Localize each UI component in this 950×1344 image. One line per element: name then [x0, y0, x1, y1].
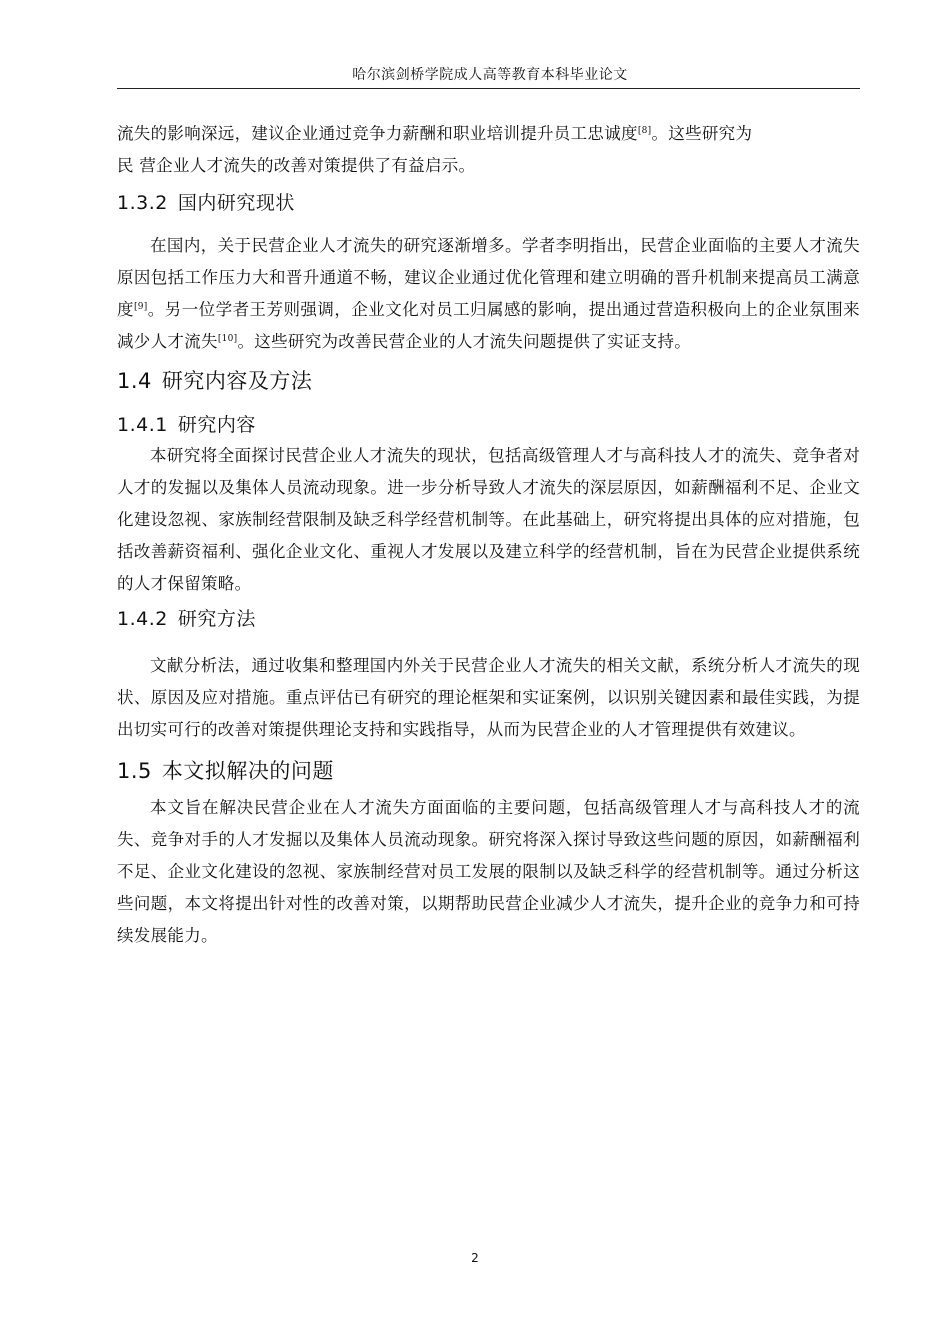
- section-title: 本文拟解决的问题: [161, 759, 334, 783]
- paragraph-research-content: 本研究将全面探讨民营企业人才流失的现状，包括高级管理人才与高科技人才的流失、竞争者对人才的发掘以及集体人员流动现象。进一步分析导致人才流失的深层原因，如薪酬福利不足、企业文化建设忽视、家族制经营限制及缺乏科学经营机制等。在此基础上，研究将提出具体的应对措施，包括改善薪资福利、强化企业文化、重视人才发展以及建立科学的经营机制，旨在为民营企业提供系统的人才保留策略。: [117, 446, 860, 593]
- section-number: 1.4.1: [117, 414, 168, 436]
- section-heading-1-3-2: [117, 188, 860, 218]
- section-heading-1-4-1: [117, 410, 860, 440]
- citation-ref: [8]: [637, 126, 652, 136]
- section-title: 研究内容: [177, 414, 256, 436]
- page-number: 2: [471, 1251, 479, 1265]
- section-heading-1-5: [117, 754, 860, 788]
- citation-ref: [9]: [133, 302, 148, 312]
- section-number: 1.5: [117, 759, 152, 783]
- section-number: 1.3.2: [117, 192, 168, 214]
- paragraph-text: 。这些研究为改善民营企业的人才流失问题提供了实证支持。: [237, 332, 692, 351]
- body-content: [117, 118, 860, 952]
- section-number: 1.4.2: [117, 608, 168, 630]
- paragraph-text: 民 营企业人才流失的改善对策提供了有益启示。: [117, 156, 476, 175]
- paragraph-text: 。另一位学者王芳则强调，企业文化对员工归属感的影响，提出通过营造积极向上的企业氛围来减少人才流失: [117, 300, 860, 351]
- section-number: 1.4: [117, 369, 152, 393]
- paragraph-text: 流失的影响深远，建议企业通过竞争力薪酬和职业培训提升员工忠诚度: [117, 124, 638, 143]
- citation-ref: [10]: [217, 334, 238, 344]
- section-heading-1-4: [117, 364, 860, 398]
- paragraph-text: 在国内，关于民营企业人才流失的研究逐渐增多。学者李明指出，民营企业面临的主要人才流失原因包括工作压力大和晋升通道不畅，建议企业通过优化管理和建立明确的晋升机制来提高员工满意度: [117, 236, 860, 319]
- paragraph-problems-addressed: 本文旨在解决民营企业在人才流失方面面临的主要问题，包括高级管理人才与高科技人才的流失、竞争对手的人才发掘以及集体人员流动现象。研究将深入探讨导致这些问题的原因，如薪酬福利不足、企业文化建设的忽视、家族制经营对员工发展的限制以及缺乏科学的经营机制等。通过分析这些问题，本文将提出针对性的改善对策，以期帮助民营企业减少人才流失，提升企业的竞争力和可持续发展能力。: [117, 798, 860, 945]
- paragraph-domestic-research: [117, 230, 860, 358]
- section-title: 国内研究现状: [177, 192, 295, 214]
- paragraph-continuation: [117, 118, 860, 182]
- section-heading-1-4-2: [117, 604, 860, 634]
- section-title: 研究方法: [177, 608, 256, 630]
- header-divider: [117, 88, 860, 89]
- paragraph-text: 。这些研究为: [651, 124, 753, 143]
- section-title: 研究内容及方法: [161, 369, 313, 393]
- running-header: 哈尔滨剑桥学院成人高等教育本科毕业论文: [352, 67, 628, 83]
- paragraph-research-method: 文献分析法，通过收集和整理国内外关于民营企业人才流失的相关文献，系统分析人才流失的现状、原因及应对措施。重点评估已有研究的理论框架和实证案例，以识别关键因素和最佳实践，为提出切实可行的改善对策提供理论支持和实践指导，从而为民营企业的人才管理提供有效建议。: [117, 656, 860, 739]
